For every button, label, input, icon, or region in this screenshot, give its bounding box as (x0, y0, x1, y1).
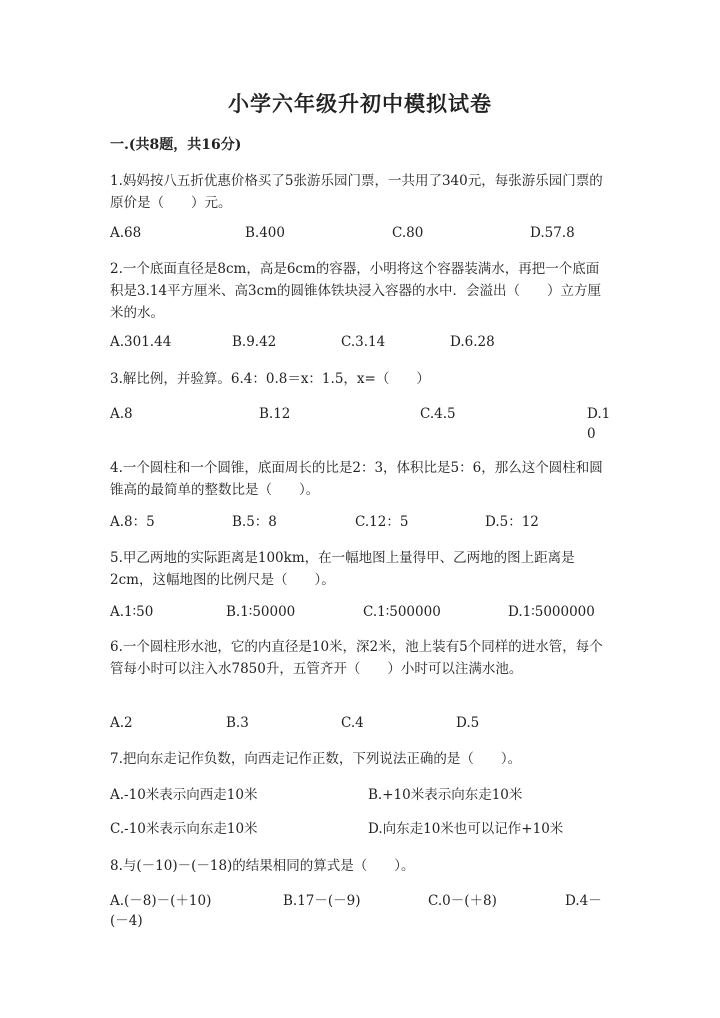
q4-option-c: C.12：5 (355, 514, 409, 530)
section-heading: 一.(共8题，共16分) (110, 137, 242, 153)
q2-option-a: A.301.44 (110, 334, 172, 350)
q5-option-c: C.1∶500000 (363, 604, 441, 620)
q4-option-a: A.8：5 (110, 514, 155, 530)
question-2: 2.一个底面直径是8cm，高是6cm的容器，小明将这个容器装满水，再把一个底面积是3.14平方厘米、高3cm的圆锥体铁块浸入容器的水中．会溢出（ ）立方厘米的水。 (110, 261, 602, 321)
q7-option-d: D.向东走10米也可以记作+10米 (368, 821, 564, 837)
question-4: 4.一个圆柱和一个圆锥，底面周长的比是2：3，体积比是5：6，那么这个圆柱和圆锥高的最简单的整数比是（ ）。 (110, 460, 603, 498)
q3-option-a: A.8 (110, 406, 133, 422)
q1-option-b: B.400 (245, 225, 285, 241)
q5-option-d: D.1∶5000000 (508, 604, 595, 620)
q8-option-a: A.(－8)－(＋10) (110, 893, 212, 909)
q1-option-c: C.80 (392, 225, 424, 241)
q7-option-a: A.-10米表示向西走10米 (110, 787, 258, 803)
q3-option-c: C.4.5 (420, 406, 456, 422)
q2-option-d: D.6.28 (450, 334, 495, 350)
q8-option-d: D.4－(－4) (110, 893, 602, 929)
question-1: 1.妈妈按八五折优惠价格买了5张游乐园门票，一共用了340元，每张游乐园门票的原价是（ ）元。 (110, 173, 603, 211)
q1-option-d: D.57.8 (530, 225, 575, 241)
q6-option-a: A.2 (110, 715, 133, 731)
q6-option-c: C.4 (341, 715, 364, 731)
q7-option-c: C.-10米表示向东走10米 (110, 821, 258, 837)
question-6: 6.一个圆柱形水池，它的内直径是10米，深2米，池上装有5个同样的进水管，每个管每小时可以注入水7850升，五管齐开（ ）小时可以注满水池。 (110, 639, 603, 677)
q5-option-b: B.1∶50000 (226, 604, 296, 620)
question-7: 7.把向东走记作负数，向西走记作正数，下列说法正确的是（ ）。 (110, 751, 522, 767)
q7-option-b: B.+10米表示向东走10米 (368, 787, 523, 803)
q8-option-c: C.0－(＋8) (428, 893, 497, 909)
q8-option-b: B.17－(－9) (283, 893, 361, 909)
q5-option-a: A.1∶50 (110, 604, 154, 620)
q2-option-c: C.3.14 (341, 334, 386, 350)
q1-option-a: A.68 (110, 225, 142, 241)
q2-option-b: B.9.42 (232, 334, 277, 350)
page-title: 小学六年级升初中模拟试卷 (228, 91, 492, 116)
q3-option-d: D.10 (587, 406, 611, 442)
q4-option-b: B.5：8 (232, 514, 277, 530)
question-3: 3.解比例，并验算。6.4：0.8＝x：1.5，x=（ ） (110, 371, 430, 387)
q3-option-b: B.12 (259, 406, 291, 422)
question-5: 5.甲乙两地的实际距离是100km，在一幅地图上量得甲、乙两地的图上距离是2cm，这幅地图的比例尺是（ ）。 (110, 550, 575, 588)
q6-option-d: D.5 (456, 715, 480, 731)
question-8: 8.与(－10)－(－18)的结果相同的算式是（ ）。 (110, 858, 415, 874)
q4-option-d: D.5：12 (485, 514, 539, 530)
q6-option-b: B.3 (226, 715, 249, 731)
